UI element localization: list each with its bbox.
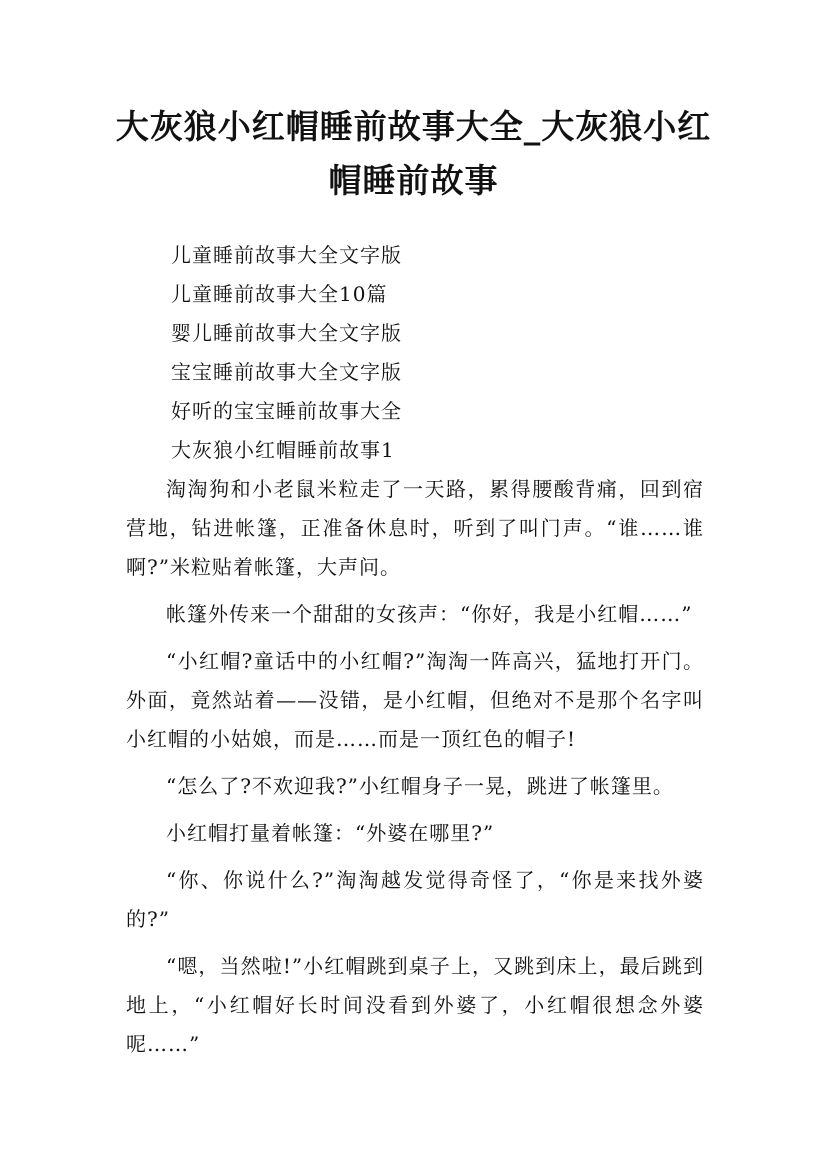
story-paragraph: “你、你说什么?”淘淘越发觉得奇怪了，“你是来找外婆的?” xyxy=(126,868,704,931)
related-link[interactable]: 儿童睡前故事大全10篇 xyxy=(171,282,388,306)
story-paragraph: “嗯，当然啦!”小红帽跳到桌子上，又跳到床上，最后跳到地上，“小红帽好长时间没看到外婆了，小红帽很想念外婆呢……” xyxy=(126,954,704,1056)
story-body xyxy=(126,470,704,1072)
related-link[interactable]: 婴儿睡前故事大全文字版 xyxy=(171,321,402,345)
story-paragraph: “怎么了?不欢迎我?”小红帽身子一晃，跳进了帐篷里。 xyxy=(166,774,674,798)
related-link[interactable]: 宝宝睡前故事大全文字版 xyxy=(171,360,402,384)
related-link[interactable]: 大灰狼小红帽睡前故事1 xyxy=(171,438,395,462)
story-paragraph: 帐篷外传来一个甜甜的女孩声：“你好，我是小红帽……” xyxy=(166,602,693,626)
related-link[interactable]: 儿童睡前故事大全文字版 xyxy=(171,243,402,267)
story-paragraph: “小红帽?童话中的小红帽?”淘淘一阵高兴，猛地打开门。外面，竟然站着——没错，是小红帽，但绝对不是那个名字叫小红帽的小姑娘，而是……而是一顶红色的帽子! xyxy=(126,649,704,751)
document-title: 大灰狼小红帽睡前故事大全_大灰狼小红帽睡前故事 xyxy=(115,107,712,200)
related-link[interactable]: 好听的宝宝睡前故事大全 xyxy=(171,399,402,423)
related-links-list xyxy=(171,236,402,470)
story-paragraph: 淘淘狗和小老鼠米粒走了一天路，累得腰酸背痛，回到宿营地，钻进帐篷，正准备休息时，听到了叫门声。“谁……谁啊?”米粒贴着帐篷，大声问。 xyxy=(126,477,704,579)
story-paragraph: 小红帽打量着帐篷：“外婆在哪里?” xyxy=(166,821,495,845)
